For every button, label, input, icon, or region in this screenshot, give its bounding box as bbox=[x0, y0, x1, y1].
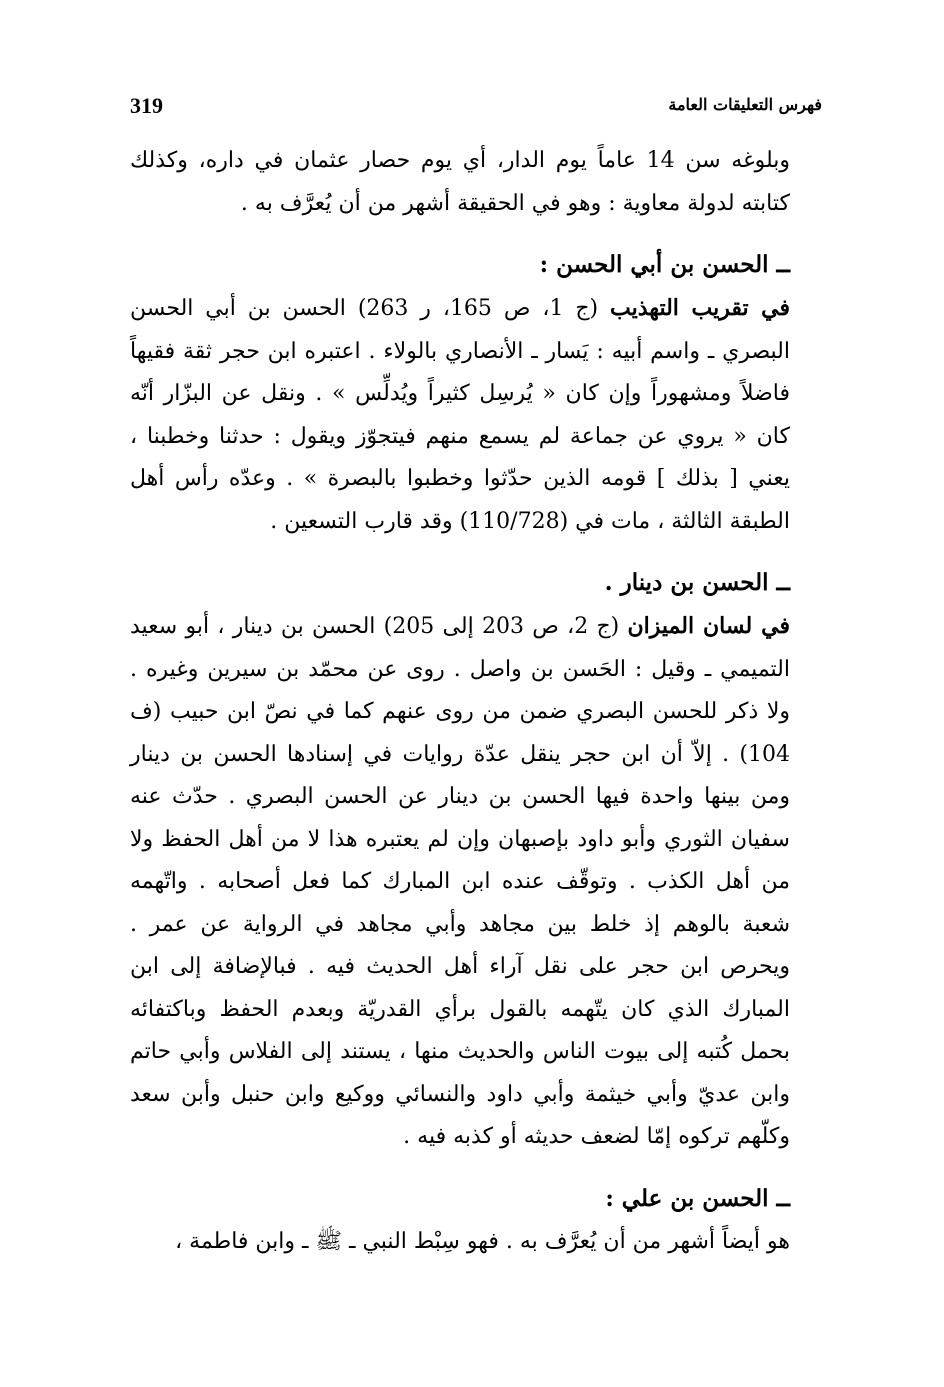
source-title: في تقريب التهذيب bbox=[610, 295, 790, 321]
paragraph-hasan-ibn-ali: هو أيضاً أشهر من أن يُعرَّف به . فهو سِبْط النبي ـ ﷺ ـ وابن فاطمة ، bbox=[175, 1228, 790, 1254]
running-head bbox=[130, 93, 822, 123]
page-body bbox=[130, 140, 790, 1263]
page-number: 319 bbox=[130, 93, 163, 118]
running-header-title: فهرس التعليقات العامة bbox=[668, 95, 822, 114]
paragraph-intro: وبلوغه سن 14 عاماً يوم الدار، أي يوم حصار عثمان في داره، وكذلك كتابته لدولة معاوية : وهو في الحقيقة أشهر من أن يُعرَّف به . bbox=[130, 148, 790, 216]
paragraph-hasan-ibn-dinar: في لسان الميزان (ج 2، ص 203 إلى 205) الحسن بن دينار ، أبو سعيد التميمي ـ وقيل : الحَسن بن واصل . روى عن محمّد بن سيرين وغيره . ولا ذكر للحسن البصري ضمن من روى عنهم كما في نصّ ابن حبيب (ف 104) . إلاّ أن ابن حجر ينقل عدّة روايات في إسنادها الحسن بن دينار ومن بينها واحدة فيها الحسن بن دينار عن الحسن البصري . حدّث عنه سفيان الثوري وأبو داود بإصبهان وإن لم يعتبره هذا لا من أهل الحفظ ولا من أهل الكذب . وتوقّف عنده ابن المبارك كما فعل أصحابه . واتّهمه شعبة بالوهم إذ خلط بين مجاهد وأبي مجاهد في الرواية عن عمر . ويحرص ابن حجر على نقل آراء أهل الحديث فيه . فبالإضافة إلى ابن المبارك الذي كان يتّهمه بالقول برأي القدريّة وبعدم الحفظ وباكتفائه بحمل كُتبه إلى بيوت الناس والحديث منها ، يستند إلى الفلاس وأبي حاتم وابن عديّ وأبي خيثمة وأبي داود والنسائي ووكيع وابن حنبل وأبن سعد وكلّهم تركوه إمّا لضعف حديثه أو كذبه فيه . bbox=[130, 613, 791, 1149]
source-title: في لسان الميزان bbox=[627, 613, 791, 639]
entry-heading-hasan-ibn-abi-al-hasan: ــ الحسن بن أبي الحسن : bbox=[539, 251, 790, 278]
entry-heading-hasan-ibn-dinar: ــ الحسن بن دينار . bbox=[604, 569, 790, 596]
paragraph-hasan-ibn-abi-al-hasan: في تقريب التهذيب (ج 1، ص 165، ر 263) الحسن بن أبي الحسن البصري ـ واسم أبيه : يَسار ـ الأنصاري بالولاء . اعتبره ابن حجر ثقة فقيهاً فاضلاً ومشهوراً وإن كان « يُرسِل كثيراً ويُدلِّس » . ونقل عن البزّار أنّه كان « يروي عن جماعة لم يسمع منهم فيتجوّز ويقول : حدثنا وخطبنا ، يعني [ بذلك ] قومه الذين حدّثوا وخطبوا بالبصرة » . وعدّه رأس أهل الطبقة الثالثة ، مات في (110/728) وقد قارب التسعين . bbox=[130, 295, 790, 534]
entry-heading-hasan-ibn-ali: ــ الحسن بن علي : bbox=[605, 1184, 790, 1212]
